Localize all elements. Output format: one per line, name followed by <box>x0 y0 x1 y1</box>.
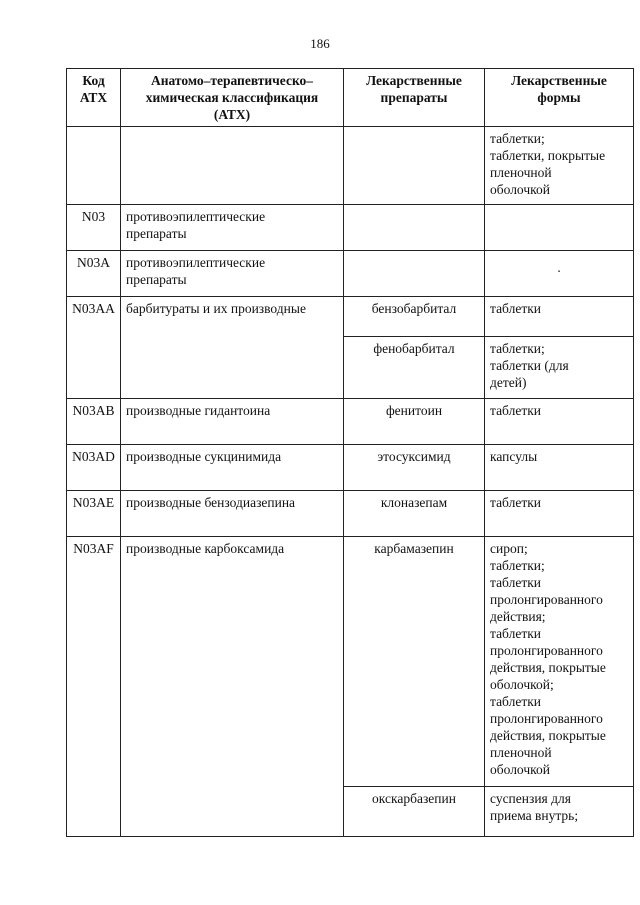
page-number: 186 <box>310 36 330 51</box>
header-forms: Лекарственные формы <box>485 69 634 127</box>
table-row <box>67 205 634 251</box>
forms-cell: таблетки <box>485 297 634 337</box>
table-row <box>67 537 634 787</box>
code-cell: N03 <box>67 205 121 251</box>
classification-cell: противоэпилептические препараты <box>121 205 344 251</box>
code-cell: N03AD <box>67 445 121 491</box>
forms-cell: капсулы <box>485 445 634 491</box>
code-cell: N03AE <box>67 491 121 537</box>
table-row <box>67 127 634 205</box>
table-row <box>67 787 634 837</box>
classification-cell: производные бензодиазепина <box>121 491 344 537</box>
classification-cell: барбитураты и их производные <box>121 297 344 337</box>
code-cell: N03AA <box>67 297 121 337</box>
drug-cell: окскарбазепин <box>344 787 485 837</box>
drug-cell: фенитоин <box>344 399 485 445</box>
forms-cell: таблетки <box>485 491 634 537</box>
table-row <box>67 337 634 399</box>
drug-cell: этосуксимид <box>344 445 485 491</box>
header-drugs: Лекарственные препараты <box>344 69 485 127</box>
table-row <box>67 491 634 537</box>
code-cell: N03AF <box>67 537 121 787</box>
drug-cell: бензобарбитал <box>344 297 485 337</box>
forms-cell: сироп; таблетки; таблетки пролонгированного действия; таблетки пролонгированного действия, покрытые оболочкой; таблетки пролонгированного действия, покрытые пленочной оболочкой <box>485 537 634 787</box>
table-row <box>67 399 634 445</box>
code-cell: N03A <box>67 251 121 297</box>
forms-cell: таблетки; таблетки, покрытые пленочной оболочкой <box>485 127 634 205</box>
forms-cell: суспензия для приема внутрь; <box>485 787 634 837</box>
code-cell: N03AB <box>67 399 121 445</box>
drug-cell: клоназепам <box>344 491 485 537</box>
forms-cell: таблетки; таблетки (для детей) <box>485 337 634 399</box>
classification-cell: производные гидантоина <box>121 399 344 445</box>
header-classification: Анатомо–терапевтическо– химическая классификация (АТХ) <box>121 69 344 127</box>
table-row <box>67 251 634 297</box>
forms-cell: таблетки <box>485 399 634 445</box>
table-header-row <box>67 69 634 127</box>
atx-table <box>66 68 634 837</box>
table-row <box>67 297 634 337</box>
classification-cell: производные сукцинимида <box>121 445 344 491</box>
drug-cell: фенобарбитал <box>344 337 485 399</box>
drug-cell: карбамазепин <box>344 537 485 787</box>
header-code: Код АТХ <box>67 69 121 127</box>
classification-cell: производные карбоксамида <box>121 537 344 787</box>
stray-dot: . <box>485 251 634 297</box>
classification-cell: противоэпилептические препараты <box>121 251 344 297</box>
table-row <box>67 445 634 491</box>
